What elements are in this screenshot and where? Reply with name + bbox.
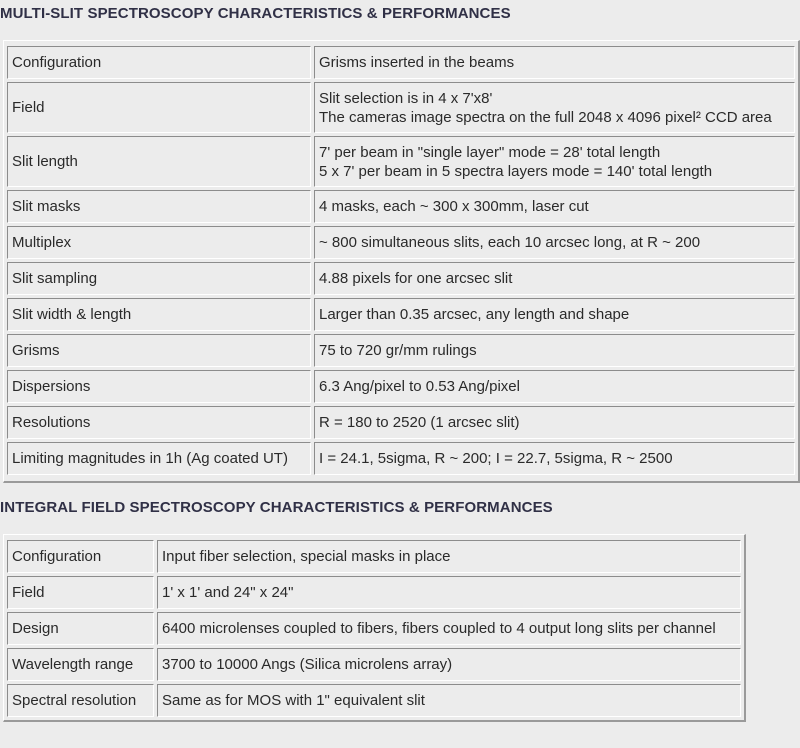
table-row	[7, 406, 795, 439]
row-value-line: 6400 microlenses coupled to fibers, fibers coupled to 4 output long slits per channel	[162, 620, 716, 637]
table-row	[7, 334, 795, 367]
row-value-line: ~ 800 simultaneous slits, each 10 arcsec long, at R ~ 200	[319, 234, 701, 251]
ifs-table-body	[7, 540, 741, 717]
row-value	[314, 82, 795, 133]
row-value	[157, 576, 741, 609]
row-value-line: Slit selection is in 4 x 7'x8'	[319, 89, 493, 107]
row-value	[314, 442, 795, 475]
row-label: Multiplex	[7, 226, 311, 259]
table-row	[7, 576, 741, 609]
row-value	[314, 370, 795, 403]
mos-characteristics-table	[4, 43, 798, 478]
row-label: Limiting magnitudes in 1h (Ag coated UT)	[7, 442, 311, 475]
row-label: Slit width & length	[7, 298, 311, 331]
row-value	[157, 684, 741, 717]
row-value	[314, 262, 795, 295]
row-value	[314, 190, 795, 223]
row-value-line: Grisms inserted in the beams	[319, 54, 515, 71]
row-value-line: Larger than 0.35 arcsec, any length and shape	[319, 306, 630, 323]
mos-table-body	[7, 46, 795, 475]
row-value	[157, 540, 741, 573]
mos-table-frame	[3, 40, 800, 483]
table-row	[7, 190, 795, 223]
table-row	[7, 540, 741, 573]
table-row	[7, 226, 795, 259]
row-label: Wavelength range	[7, 648, 154, 681]
row-label: Spectral resolution	[7, 684, 154, 717]
row-value-line: 5 x 7' per beam in 5 spectra layers mode = 140' total length	[319, 162, 713, 180]
mos-section-title: MULTI-SLIT SPECTROSCOPY CHARACTERISTICS & PERFORMANCES	[0, 5, 511, 22]
row-label: Field	[7, 576, 154, 609]
ifs-table-frame	[3, 534, 746, 722]
row-value-line: Same as for MOS with 1" equivalent slit	[162, 692, 425, 709]
row-value-line: The cameras image spectra on the full 2048 x 4096 pixel² CCD area	[319, 108, 772, 126]
row-value-line: Input fiber selection, special masks in place	[162, 548, 451, 565]
row-label: Dispersions	[7, 370, 311, 403]
row-label: Design	[7, 612, 154, 645]
table-row	[7, 82, 795, 133]
table-row	[7, 370, 795, 403]
row-value	[314, 334, 795, 367]
row-label: Slit masks	[7, 190, 311, 223]
table-row	[7, 442, 795, 475]
row-value-line: 6.3 Ang/pixel to 0.53 Ang/pixel	[319, 378, 520, 395]
row-label: Field	[7, 82, 311, 133]
row-value	[314, 406, 795, 439]
table-row	[7, 612, 741, 645]
row-label: Slit length	[7, 136, 311, 187]
table-row	[7, 136, 795, 187]
row-value-line: 4 masks, each ~ 300 x 300mm, laser cut	[319, 198, 589, 215]
row-value-line: I = 24.1, 5sigma, R ~ 200; I = 22.7, 5sigma, R ~ 2500	[319, 450, 673, 467]
ifs-characteristics-table	[4, 537, 744, 720]
table-row	[7, 684, 741, 717]
table-row	[7, 648, 741, 681]
table-row	[7, 46, 795, 79]
row-value-line: 4.88 pixels for one arcsec slit	[319, 270, 513, 287]
row-value	[314, 46, 795, 79]
row-label: Configuration	[7, 540, 154, 573]
row-value	[314, 226, 795, 259]
row-value	[157, 648, 741, 681]
row-value-line: 75 to 720 gr/mm rulings	[319, 342, 477, 359]
row-value-line: 7' per beam in "single layer" mode = 28' total length	[319, 143, 661, 161]
row-value	[314, 298, 795, 331]
row-label: Grisms	[7, 334, 311, 367]
table-row	[7, 298, 795, 331]
row-value	[314, 136, 795, 187]
row-value-line: 3700 to 10000 Angs (Silica microlens array)	[162, 656, 453, 673]
ifs-section-title: INTEGRAL FIELD SPECTROSCOPY CHARACTERISTICS & PERFORMANCES	[0, 499, 553, 516]
row-label: Slit sampling	[7, 262, 311, 295]
row-label: Configuration	[7, 46, 311, 79]
row-value	[157, 612, 741, 645]
table-row	[7, 262, 795, 295]
row-value-line: 1' x 1' and 24" x 24"	[162, 584, 294, 601]
row-label: Resolutions	[7, 406, 311, 439]
row-value-line: R = 180 to 2520 (1 arcsec slit)	[319, 414, 520, 431]
